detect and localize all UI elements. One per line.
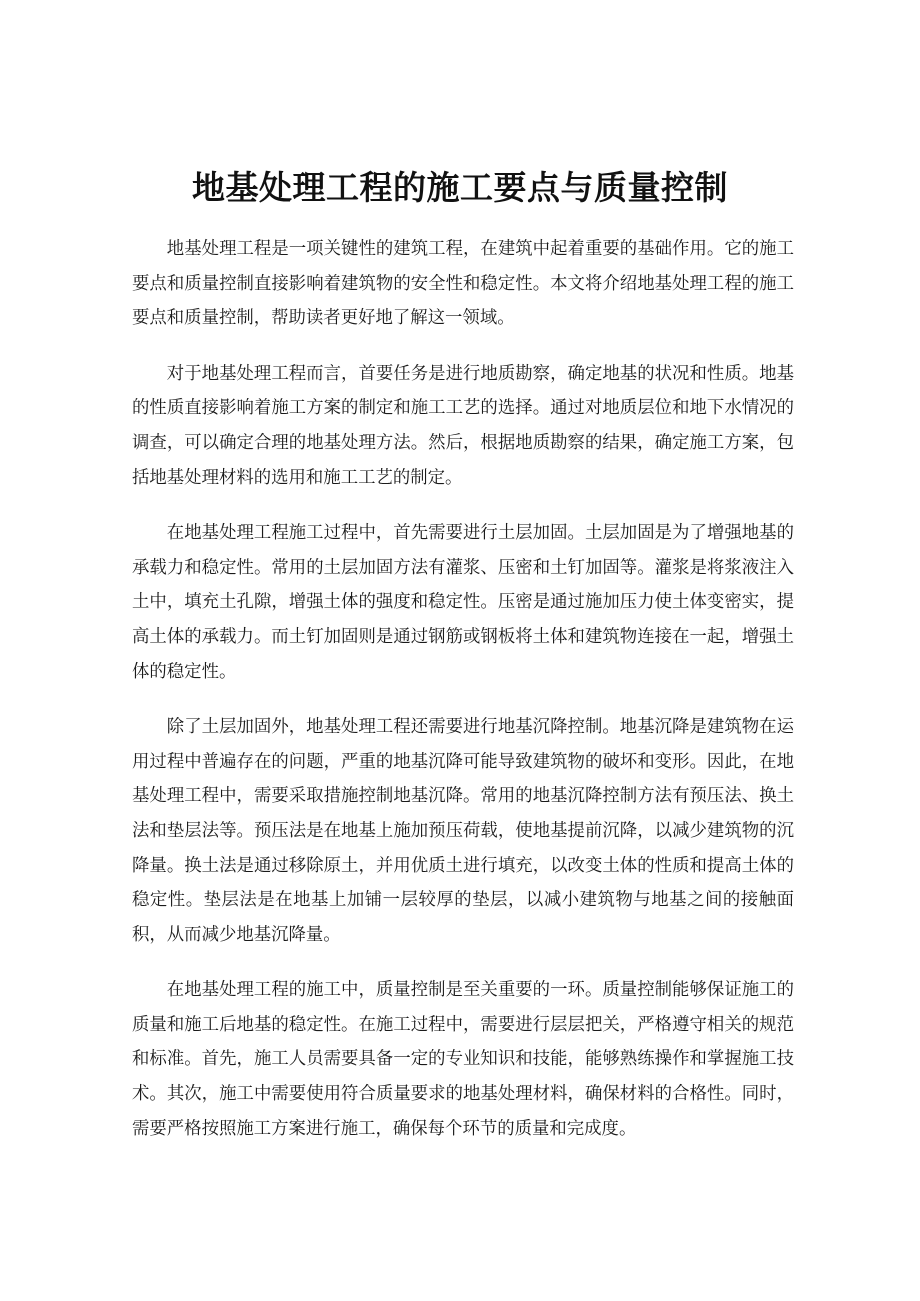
paragraph-quality-control: 在地基处理工程的施工中，质量控制是至关重要的一环。质量控制能够保证施工的质量和施工后地基的稳定性。在施工过程中，需要进行层层把关，严格遵守相关的规范和标准。首先，施工人员需要具备一定的专业知识和技能，能够熟练操作和掌握施工技术。其次，施工中需要使用符合质量要求的地基处理材料，确保材料的合格性。同时，需要严格按照施工方案进行施工，确保每个环节的质量和完成度。	[132, 980, 794, 1139]
paragraph-geological-survey: 对于地基处理工程而言，首要任务是进行地质勘察，确定地基的状况和性质。地基的性质直接影响着施工方案的制定和施工工艺的选择。通过对地质层位和地下水情况的调查，可以确定合理的地基处理方法。然后，根据地质勘察的结果，确定施工方案，包括地基处理材料的选用和施工工艺的制定。	[132, 363, 794, 488]
paragraph-intro: 地基处理工程是一项关键性的建筑工程，在建筑中起着重要的基础作用。它的施工要点和质量控制直接影响着建筑物的安全性和稳定性。本文将介绍地基处理工程的施工要点和质量控制，帮助读者更好地了解这一领域。	[132, 239, 794, 329]
document-title: 地基处理工程的施工要点与质量控制	[192, 168, 728, 207]
paragraph-settlement-control: 除了土层加固外，地基处理工程还需要进行地基沉降控制。地基沉降是建筑物在运用过程中普遍存在的问题，严重的地基沉降可能导致建筑物的破坏和变形。因此，在地基处理工程中，需要采取措施控制地基沉降。常用的地基沉降控制方法有预压法、换土法和垫层法等。预压法是在地基上施加预压荷载，使地基提前沉降，以减少建筑物的沉降量。换土法是通过移除原土，并用优质土进行填充，以改变土体的性质和提高土体的稳定性。垫层法是在地基上加铺一层较厚的垫层，以减小建筑物与地基之间的接触面积，从而减少地基沉降量。	[132, 717, 794, 945]
paragraph-soil-reinforcement: 在地基处理工程施工过程中，首先需要进行土层加固。土层加固是为了增强地基的承载力和稳定性。常用的土层加固方法有灌浆、压密和土钉加固等。灌浆是将浆液注入土中，填充土孔隙，增强土体的强度和稳定性。压密是通过施加压力使土体变密实，提高土体的承载力。而土钉加固则是通过钢筋或钢板将土体和建筑物连接在一起，增强土体的稳定性。	[132, 523, 794, 682]
document-body	[132, 232, 794, 1167]
